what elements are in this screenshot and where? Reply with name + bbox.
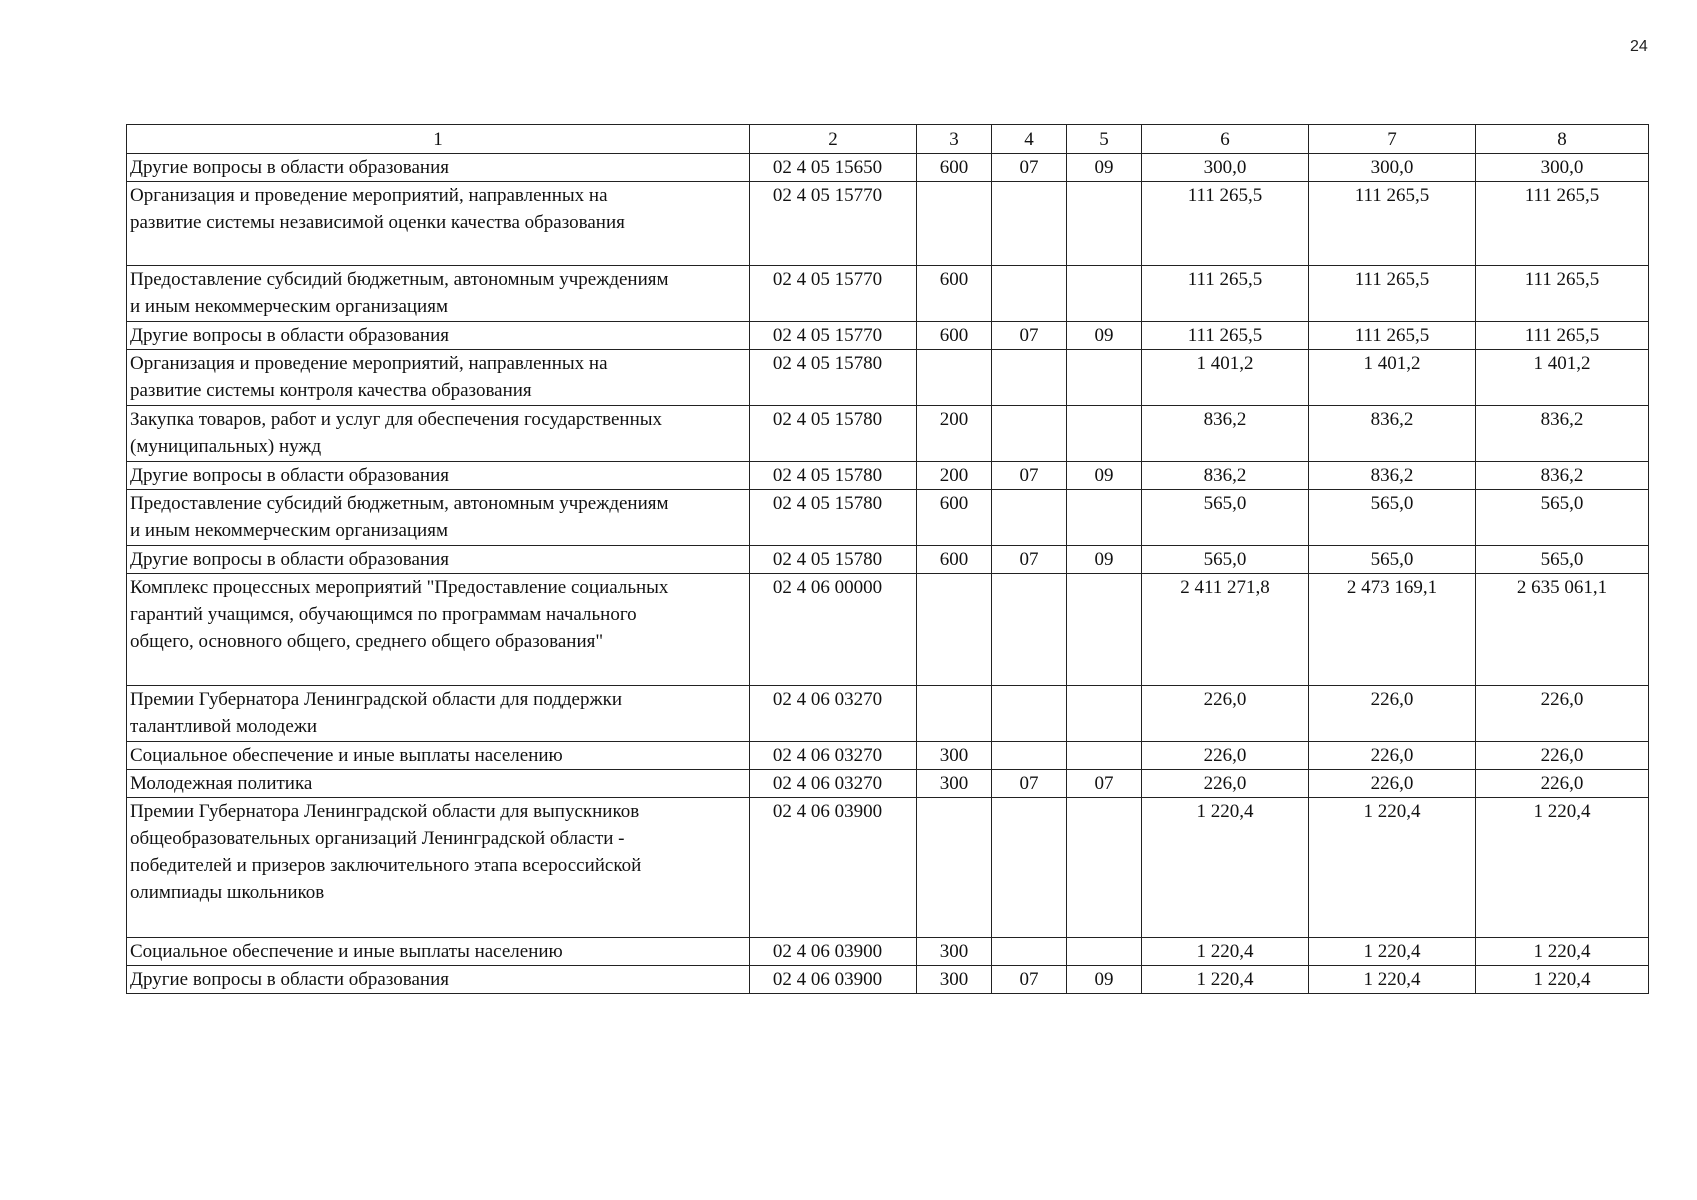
row-col5-cell bbox=[1067, 266, 1142, 322]
table-row bbox=[127, 322, 1649, 350]
row-name-cell: Предоставление субсидий бюджетным, автономным учреждениям и иным некоммерческим организациям bbox=[127, 490, 750, 546]
header-cell: 4 bbox=[992, 125, 1067, 154]
row-col4-cell: 07 bbox=[992, 546, 1067, 574]
table-row bbox=[127, 546, 1649, 574]
row-value7-cell: 836,2 bbox=[1309, 462, 1476, 490]
row-col3-cell bbox=[917, 182, 992, 266]
row-value8-cell: 836,2 bbox=[1476, 406, 1649, 462]
table-row bbox=[127, 742, 1649, 770]
row-value8-cell: 226,0 bbox=[1476, 686, 1649, 742]
row-col5-cell: 09 bbox=[1067, 154, 1142, 182]
row-value7-cell: 1 220,4 bbox=[1309, 938, 1476, 966]
row-name-cell: Предоставление субсидий бюджетным, автономным учреждениям и иным некоммерческим организациям bbox=[127, 266, 750, 322]
row-col3-cell: 300 bbox=[917, 742, 992, 770]
row-value8-cell: 300,0 bbox=[1476, 154, 1649, 182]
row-name-cell: Премии Губернатора Ленинградской области для поддержки талантливой молодежи bbox=[127, 686, 750, 742]
row-col3-cell bbox=[917, 574, 992, 686]
row-name-cell: Другие вопросы в области образования bbox=[127, 154, 750, 182]
row-col5-cell: 09 bbox=[1067, 546, 1142, 574]
row-code-cell: 02 4 05 15780 bbox=[750, 546, 917, 574]
row-col3-cell: 300 bbox=[917, 770, 992, 798]
row-value8-cell: 111 265,5 bbox=[1476, 182, 1649, 266]
row-col4-cell: 07 bbox=[992, 462, 1067, 490]
row-col4-cell: 07 bbox=[992, 154, 1067, 182]
row-col3-cell: 300 bbox=[917, 966, 992, 994]
row-name-cell: Молодежная политика bbox=[127, 770, 750, 798]
row-col5-cell bbox=[1067, 350, 1142, 406]
row-value8-cell: 565,0 bbox=[1476, 546, 1649, 574]
row-col3-cell bbox=[917, 686, 992, 742]
row-name-cell: Другие вопросы в области образования bbox=[127, 462, 750, 490]
row-col5-cell: 09 bbox=[1067, 462, 1142, 490]
row-col3-cell: 600 bbox=[917, 266, 992, 322]
row-value7-cell: 300,0 bbox=[1309, 154, 1476, 182]
table-row bbox=[127, 182, 1649, 266]
table-row bbox=[127, 686, 1649, 742]
row-value7-cell: 1 220,4 bbox=[1309, 966, 1476, 994]
row-col4-cell bbox=[992, 406, 1067, 462]
row-col3-cell bbox=[917, 350, 992, 406]
row-name-cell: Другие вопросы в области образования bbox=[127, 966, 750, 994]
row-value7-cell: 111 265,5 bbox=[1309, 266, 1476, 322]
table-row bbox=[127, 938, 1649, 966]
row-name-cell: Комплекс процессных мероприятий "Предоставление социальных гарантий учащимся, обучающимся по программам начального общего, основного общего, среднего общего образования" bbox=[127, 574, 750, 686]
row-value7-cell: 111 265,5 bbox=[1309, 182, 1476, 266]
header-cell: 5 bbox=[1067, 125, 1142, 154]
row-col3-cell bbox=[917, 798, 992, 938]
row-value6-cell: 1 220,4 bbox=[1142, 798, 1309, 938]
row-value7-cell: 226,0 bbox=[1309, 742, 1476, 770]
table-header-row bbox=[127, 125, 1649, 154]
row-name-cell: Другие вопросы в области образования bbox=[127, 546, 750, 574]
row-value8-cell: 1 220,4 bbox=[1476, 798, 1649, 938]
row-col4-cell bbox=[992, 350, 1067, 406]
row-col3-cell: 300 bbox=[917, 938, 992, 966]
row-col5-cell: 07 bbox=[1067, 770, 1142, 798]
row-col4-cell: 07 bbox=[992, 322, 1067, 350]
row-col4-cell: 07 bbox=[992, 770, 1067, 798]
row-code-cell: 02 4 06 03270 bbox=[750, 742, 917, 770]
row-value7-cell: 565,0 bbox=[1309, 546, 1476, 574]
row-value6-cell: 1 220,4 bbox=[1142, 938, 1309, 966]
table-row bbox=[127, 490, 1649, 546]
row-value7-cell: 1 401,2 bbox=[1309, 350, 1476, 406]
row-col3-cell: 600 bbox=[917, 546, 992, 574]
page-number: 24 bbox=[1630, 38, 1648, 55]
row-value6-cell: 226,0 bbox=[1142, 686, 1309, 742]
row-col3-cell: 600 bbox=[917, 154, 992, 182]
row-col5-cell bbox=[1067, 490, 1142, 546]
row-value8-cell: 1 220,4 bbox=[1476, 938, 1649, 966]
row-value6-cell: 111 265,5 bbox=[1142, 322, 1309, 350]
row-value8-cell: 565,0 bbox=[1476, 490, 1649, 546]
row-col4-cell bbox=[992, 182, 1067, 266]
row-value7-cell: 226,0 bbox=[1309, 770, 1476, 798]
table-row bbox=[127, 574, 1649, 686]
row-col5-cell bbox=[1067, 406, 1142, 462]
row-value8-cell: 111 265,5 bbox=[1476, 322, 1649, 350]
row-col5-cell bbox=[1067, 182, 1142, 266]
budget-table bbox=[126, 124, 1649, 994]
row-code-cell: 02 4 06 03900 bbox=[750, 938, 917, 966]
row-code-cell: 02 4 06 03900 bbox=[750, 966, 917, 994]
row-col4-cell bbox=[992, 798, 1067, 938]
row-value8-cell: 1 401,2 bbox=[1476, 350, 1649, 406]
row-value7-cell: 2 473 169,1 bbox=[1309, 574, 1476, 686]
row-value6-cell: 836,2 bbox=[1142, 462, 1309, 490]
row-value8-cell: 111 265,5 bbox=[1476, 266, 1649, 322]
row-col4-cell bbox=[992, 490, 1067, 546]
row-col4-cell: 07 bbox=[992, 966, 1067, 994]
row-value7-cell: 111 265,5 bbox=[1309, 322, 1476, 350]
table-row bbox=[127, 770, 1649, 798]
row-col3-cell: 200 bbox=[917, 406, 992, 462]
row-value7-cell: 836,2 bbox=[1309, 406, 1476, 462]
row-value6-cell: 836,2 bbox=[1142, 406, 1309, 462]
row-col3-cell: 600 bbox=[917, 322, 992, 350]
row-value8-cell: 226,0 bbox=[1476, 770, 1649, 798]
row-col5-cell: 09 bbox=[1067, 966, 1142, 994]
row-code-cell: 02 4 05 15770 bbox=[750, 182, 917, 266]
row-col4-cell bbox=[992, 266, 1067, 322]
row-value6-cell: 111 265,5 bbox=[1142, 266, 1309, 322]
row-code-cell: 02 4 05 15780 bbox=[750, 462, 917, 490]
row-value6-cell: 1 220,4 bbox=[1142, 966, 1309, 994]
row-value8-cell: 836,2 bbox=[1476, 462, 1649, 490]
table-row bbox=[127, 406, 1649, 462]
row-value8-cell: 1 220,4 bbox=[1476, 966, 1649, 994]
header-cell: 1 bbox=[127, 125, 750, 154]
row-col4-cell bbox=[992, 574, 1067, 686]
row-value6-cell: 300,0 bbox=[1142, 154, 1309, 182]
table-row bbox=[127, 350, 1649, 406]
row-col4-cell bbox=[992, 742, 1067, 770]
row-value6-cell: 565,0 bbox=[1142, 546, 1309, 574]
row-col4-cell bbox=[992, 686, 1067, 742]
row-name-cell: Организация и проведение мероприятий, направленных на развитие системы независимой оценки качества образования bbox=[127, 182, 750, 266]
row-value7-cell: 1 220,4 bbox=[1309, 798, 1476, 938]
row-value6-cell: 226,0 bbox=[1142, 742, 1309, 770]
row-value6-cell: 226,0 bbox=[1142, 770, 1309, 798]
row-name-cell: Премии Губернатора Ленинградской области для выпускников общеобразовательных организаций Ленинградской области - победителей и призеров заключительного этапа всероссийской олимпиады школьников bbox=[127, 798, 750, 938]
row-name-cell: Социальное обеспечение и иные выплаты населению bbox=[127, 938, 750, 966]
table-row bbox=[127, 798, 1649, 938]
row-value6-cell: 2 411 271,8 bbox=[1142, 574, 1309, 686]
row-col5-cell bbox=[1067, 798, 1142, 938]
row-code-cell: 02 4 05 15650 bbox=[750, 154, 917, 182]
row-code-cell: 02 4 05 15780 bbox=[750, 350, 917, 406]
table-row bbox=[127, 462, 1649, 490]
row-code-cell: 02 4 06 03270 bbox=[750, 770, 917, 798]
header-cell: 7 bbox=[1309, 125, 1476, 154]
row-col5-cell bbox=[1067, 938, 1142, 966]
header-cell: 2 bbox=[750, 125, 917, 154]
row-value7-cell: 565,0 bbox=[1309, 490, 1476, 546]
row-col5-cell bbox=[1067, 574, 1142, 686]
header-cell: 8 bbox=[1476, 125, 1649, 154]
row-value6-cell: 111 265,5 bbox=[1142, 182, 1309, 266]
row-name-cell: Социальное обеспечение и иные выплаты населению bbox=[127, 742, 750, 770]
row-value6-cell: 1 401,2 bbox=[1142, 350, 1309, 406]
row-value6-cell: 565,0 bbox=[1142, 490, 1309, 546]
row-code-cell: 02 4 06 03900 bbox=[750, 798, 917, 938]
row-code-cell: 02 4 05 15770 bbox=[750, 266, 917, 322]
row-col5-cell: 09 bbox=[1067, 322, 1142, 350]
row-value7-cell: 226,0 bbox=[1309, 686, 1476, 742]
row-col3-cell: 200 bbox=[917, 462, 992, 490]
row-code-cell: 02 4 06 03270 bbox=[750, 686, 917, 742]
row-code-cell: 02 4 06 00000 bbox=[750, 574, 917, 686]
row-code-cell: 02 4 05 15780 bbox=[750, 490, 917, 546]
header-cell: 3 bbox=[917, 125, 992, 154]
row-col4-cell bbox=[992, 938, 1067, 966]
row-col5-cell bbox=[1067, 686, 1142, 742]
row-name-cell: Другие вопросы в области образования bbox=[127, 322, 750, 350]
row-value8-cell: 2 635 061,1 bbox=[1476, 574, 1649, 686]
row-name-cell: Закупка товаров, работ и услуг для обеспечения государственных (муниципальных) нужд bbox=[127, 406, 750, 462]
row-col3-cell: 600 bbox=[917, 490, 992, 546]
row-code-cell: 02 4 05 15770 bbox=[750, 322, 917, 350]
row-code-cell: 02 4 05 15780 bbox=[750, 406, 917, 462]
table-row bbox=[127, 266, 1649, 322]
row-col5-cell bbox=[1067, 742, 1142, 770]
header-cell: 6 bbox=[1142, 125, 1309, 154]
row-value8-cell: 226,0 bbox=[1476, 742, 1649, 770]
row-name-cell: Организация и проведение мероприятий, направленных на развитие системы контроля качества образования bbox=[127, 350, 750, 406]
table-row bbox=[127, 154, 1649, 182]
table-row bbox=[127, 966, 1649, 994]
